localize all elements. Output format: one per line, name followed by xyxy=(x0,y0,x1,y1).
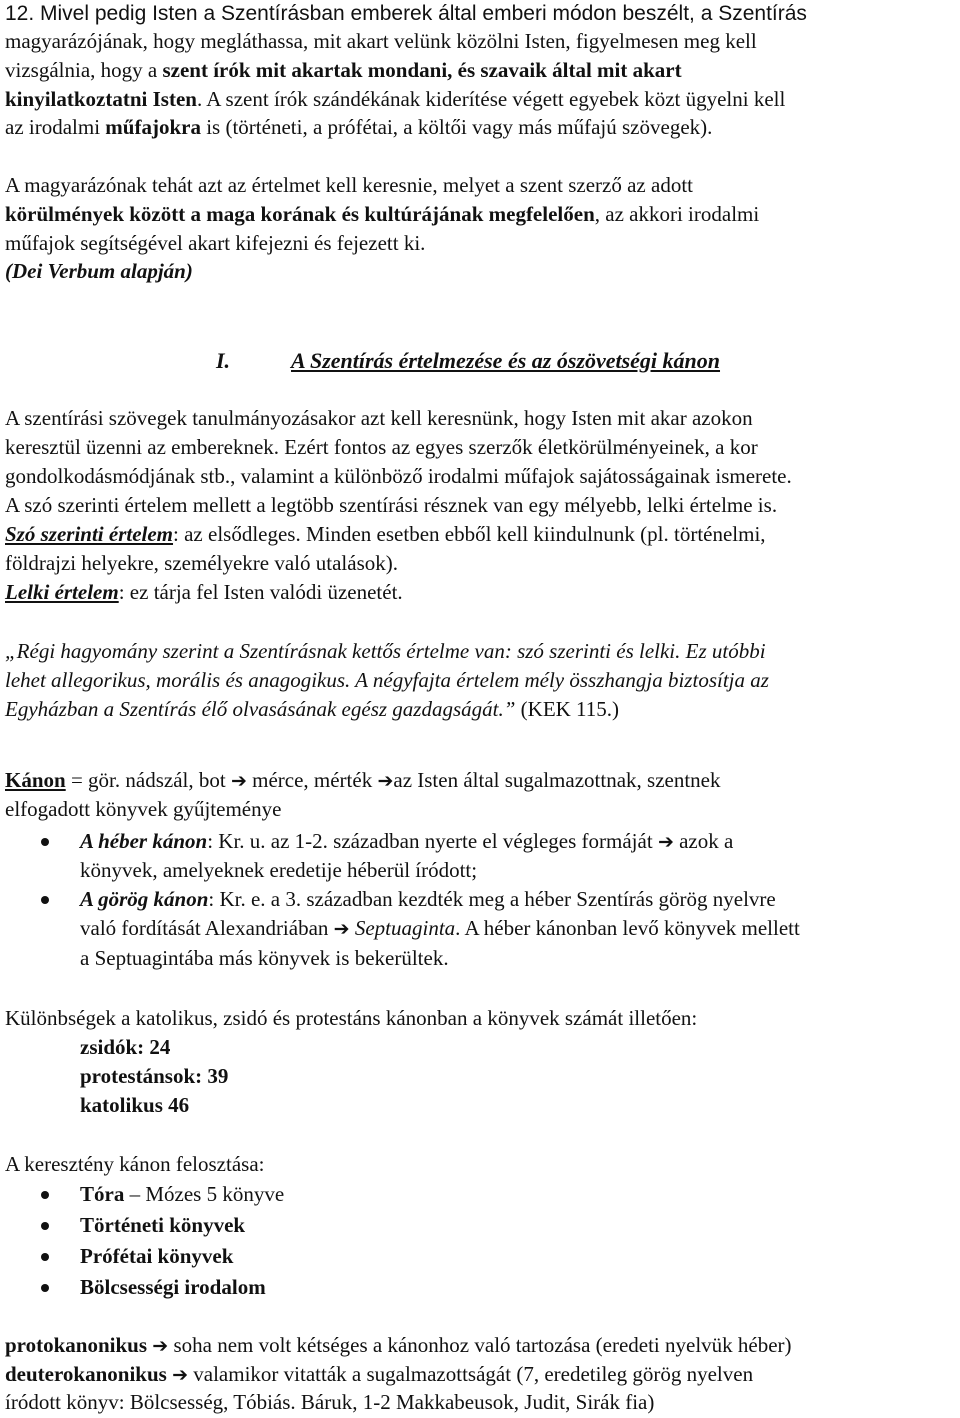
paragraph-line xyxy=(5,113,712,142)
quote-reference: (KEK 115.) xyxy=(515,697,620,721)
definition-line: íródott könyv: Bölcsesség, Tóbiás. Báruk, 1-2 Makkabeusok, Judit, Sirák fia) xyxy=(5,1390,655,1414)
quote-line: lehet allegorikus, morális és anagogikus. A négyfajta értelem mély összhangja biztosítja az xyxy=(5,668,769,692)
source-citation: (Dei Verbum alapján) xyxy=(5,259,193,283)
definition-line xyxy=(5,1360,753,1389)
paragraph-line: 12. Mivel pedig Isten a Szentírásban emberek által emberi módon beszélt, a Szentírás xyxy=(5,2,807,25)
count-item: protestánsok: 39 xyxy=(80,1064,229,1088)
paragraph-line: gondolkodásmódjának stb., valamint a különböző irodalmi műfajok sajátosságainak ismerete. xyxy=(5,464,792,488)
paragraph-line: A magyarázónak tehát azt az értelmet kell keresnie, melyet a szent szerző az adott xyxy=(5,173,693,197)
text-run: soha nem volt kétséges a kánonhoz való tartozása (eredeti nyelvük héber) xyxy=(168,1333,792,1357)
paragraph-line: műfajok segítségével akart kifejezni és fejezett ki. xyxy=(5,231,426,255)
list-item-continuation: könyvek, amelyeknek eredetije héberül íródott; xyxy=(80,858,478,882)
arrow-right-icon: ➔ xyxy=(152,1335,169,1357)
emphasis-text: körülmények között a maga korának és kultúrájának megfelelően xyxy=(5,202,595,226)
term-label: Kánon xyxy=(5,768,66,792)
emphasis-text: műfajokra xyxy=(105,115,201,139)
list-item xyxy=(80,1180,284,1209)
term-label: Tóra xyxy=(80,1182,125,1206)
arrow-right-icon: ➔ xyxy=(377,770,394,792)
definition-line xyxy=(5,766,721,795)
paragraph-line xyxy=(5,520,766,549)
quote-line xyxy=(5,695,619,724)
term-label: A görög kánon xyxy=(80,887,209,911)
bullet-icon xyxy=(41,838,49,846)
text-run: az Isten által sugalmazottnak, szentnek xyxy=(393,768,721,792)
quote-text: Egyházban a Szentírás élő olvasásának egész gazdagságát.” xyxy=(5,697,516,721)
arrow-right-icon: ➔ xyxy=(333,918,350,940)
paragraph-line xyxy=(5,85,785,114)
term-label: Lelki értelem xyxy=(5,580,119,604)
paragraph-line xyxy=(5,578,403,607)
paragraph-line: földrajzi helyekre, személyekre való utalások). xyxy=(5,551,398,575)
emphasis-text: kinyilatkoztatni Isten xyxy=(5,87,197,111)
definition-line xyxy=(5,1331,792,1360)
emphasis-text: szent írók mit akartak mondani, és szavaik által mit akart xyxy=(162,58,682,82)
text-run: = gör. nádszál, bot xyxy=(65,768,231,792)
term-label: A héber kánon xyxy=(80,829,208,853)
text-run: valamikor vitatták a sugalmazottságát (7, eredetileg görög nyelven xyxy=(188,1362,754,1386)
section-title: A Szentírás értelmezése és az ószövetségi kánon xyxy=(291,348,721,373)
bullet-icon xyxy=(41,1253,49,1261)
text-run: . A héber kánonban levő könyvek mellett xyxy=(455,916,800,940)
list-item: Történeti könyvek xyxy=(80,1213,246,1237)
quote-line: „Régi hagyomány szerint a Szentírásnak kettős értelme van: szó szerinti és lelki. Ez utóbbi xyxy=(5,639,766,663)
list-item: Prófétai könyvek xyxy=(80,1244,234,1268)
text-run: azok a xyxy=(673,829,734,853)
bullet-icon xyxy=(41,1222,49,1230)
text-run: . A szent írók szándékának kiderítése végett egyebek közt ügyelni kell xyxy=(196,87,786,111)
list-item: Bölcsességi irodalom xyxy=(80,1275,266,1299)
text-run: : Kr. u. az 1-2. században nyerte el végleges formáját xyxy=(207,829,658,853)
text-run: , az akkori irodalmi xyxy=(594,202,760,226)
text-run: mérce, mérték xyxy=(246,768,378,792)
arrow-right-icon: ➔ xyxy=(172,1364,189,1386)
paragraph-line xyxy=(5,56,682,85)
arrow-right-icon: ➔ xyxy=(230,770,247,792)
term-label: deuterokanonikus xyxy=(5,1362,167,1386)
text-run: : az elsődleges. Minden esetben ebből kell kiindulnunk (pl. történelmi, xyxy=(173,522,766,546)
paragraph-line: keresztül üzenni az embereknek. Ezért fontos az egyes szerzők életkörülményeinek, a kor xyxy=(5,435,758,459)
text-run: való fordítását Alexandriában xyxy=(80,916,334,940)
term-label: protokanonikus xyxy=(5,1333,148,1357)
paragraph-line: magyarázójának, hogy megláthassa, mit akart velünk közölni Isten, figyelmesen meg kell xyxy=(5,29,757,53)
emphasis-text: Septuaginta xyxy=(354,916,456,940)
text-run: – Mózes 5 könyve xyxy=(124,1182,285,1206)
list-item-continuation xyxy=(80,914,800,943)
definition-line: elfogadott könyvek gyűjteménye xyxy=(5,797,282,821)
paragraph-line: A szó szerinti értelem mellett a legtöbb szentírási résznek van egy mélyebb, lelki értelme is. xyxy=(5,493,778,517)
paragraph-line: A keresztény kánon felosztása: xyxy=(5,1152,265,1176)
list-item-continuation: a Septuagintába más könyvek is bekerültek. xyxy=(80,946,449,970)
text-run: az irodalmi xyxy=(5,115,106,139)
text-run: vizsgálnia, hogy a xyxy=(5,58,163,82)
paragraph-line: A szentírási szövegek tanulmányozásakor azt kell keresnünk, hogy Isten mit akar azokon xyxy=(5,406,753,430)
paragraph-line: Különbségek a katolikus, zsidó és protestáns kánonban a könyvek számát illetően: xyxy=(5,1006,698,1030)
bullet-icon xyxy=(41,896,49,904)
count-item: zsidók: 24 xyxy=(80,1035,171,1059)
text-run: : Kr. e. a 3. században kezdték meg a héber Szentírás görög nyelvre xyxy=(208,887,776,911)
text-run: : ez tárja fel Isten valódi üzenetét. xyxy=(118,580,403,604)
section-number: I. xyxy=(216,348,231,373)
arrow-right-icon: ➔ xyxy=(657,831,674,853)
list-item xyxy=(80,827,733,856)
term-label: Szó szerinti értelem xyxy=(5,522,174,546)
bullet-icon xyxy=(41,1191,49,1199)
count-item: katolikus 46 xyxy=(80,1093,190,1117)
bullet-icon xyxy=(41,1284,49,1292)
paragraph-line xyxy=(5,200,759,229)
list-item xyxy=(80,885,776,914)
text-run: is (történeti, a prófétai, a költői vagy más műfajú szövegek). xyxy=(200,115,713,139)
